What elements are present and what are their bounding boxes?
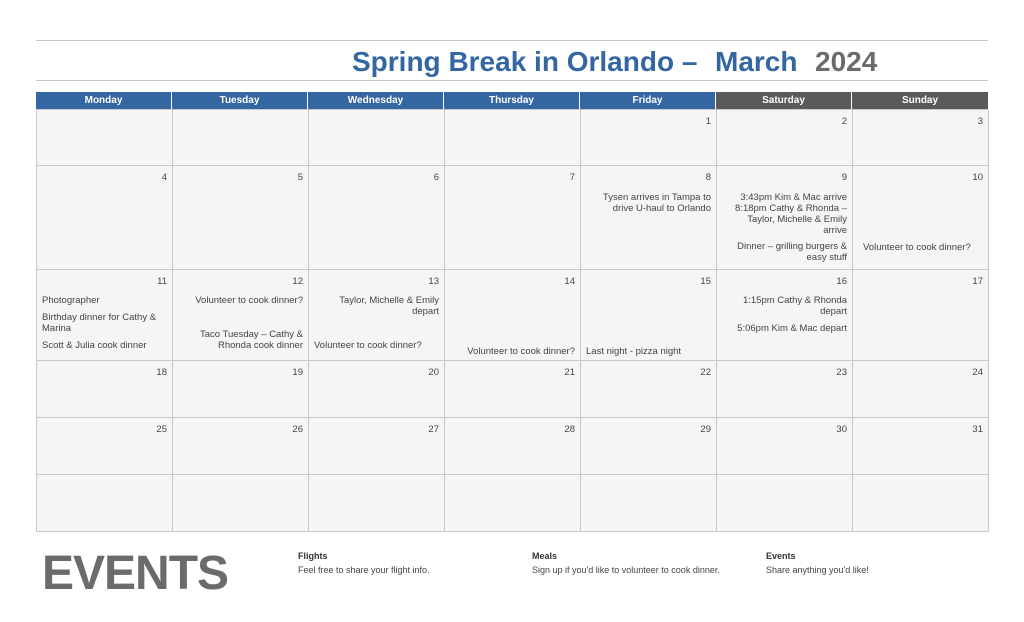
event-text: Last night - pizza night	[586, 346, 682, 357]
day-number: 6	[433, 172, 439, 183]
day-number: 14	[564, 276, 575, 287]
dow-monday: Monday	[36, 92, 172, 109]
day-cell[interactable]	[717, 475, 853, 532]
meals-title: Meals	[532, 551, 558, 561]
event-text: Volunteer to cook dinner?	[863, 242, 971, 253]
day-cell[interactable]	[309, 166, 445, 270]
day-number: 16	[836, 276, 847, 287]
day-cell[interactable]	[445, 361, 581, 418]
title-month: March	[715, 46, 798, 77]
day-number: 12	[292, 276, 303, 287]
day-cell[interactable]	[173, 361, 309, 418]
day-cell[interactable]	[717, 270, 853, 361]
day-number: 20	[428, 367, 439, 378]
day-number: 9	[841, 172, 847, 183]
dow-saturday: Saturday	[716, 92, 852, 109]
day-cell[interactable]	[309, 361, 445, 418]
dow-tuesday: Tuesday	[172, 92, 308, 109]
day-cell[interactable]	[37, 418, 173, 475]
day-number: 23	[836, 367, 847, 378]
day-number: 4	[161, 172, 167, 183]
day-number: 15	[700, 276, 711, 287]
event-text: Dinner – grilling burgers & easy stuff	[737, 241, 847, 263]
day-cell[interactable]	[37, 110, 173, 166]
event-text: Volunteer to cook dinner?	[195, 295, 303, 306]
day-number: 2	[841, 116, 847, 127]
event-text: Volunteer to cook dinner?	[467, 346, 575, 357]
day-cell[interactable]	[173, 166, 309, 270]
event-text: Taco Tuesday – Cathy & Rhonda cook dinner	[200, 329, 303, 351]
day-cell[interactable]	[37, 166, 173, 270]
day-number: 31	[972, 424, 983, 435]
day-cell[interactable]	[173, 270, 309, 361]
day-cell[interactable]	[581, 361, 717, 418]
day-number: 19	[292, 367, 303, 378]
week-row	[37, 166, 988, 270]
day-cell[interactable]	[309, 270, 445, 361]
event-text: Birthday dinner for Cathy & Marina	[42, 312, 157, 334]
event-text: Photographer	[42, 295, 100, 306]
day-number: 30	[836, 424, 847, 435]
day-number: 3	[977, 116, 983, 127]
day-number: 8	[705, 172, 711, 183]
day-number: 24	[972, 367, 983, 378]
day-cell[interactable]	[445, 110, 581, 166]
day-cell[interactable]	[717, 418, 853, 475]
meals-text: Sign up if you'd like to volunteer to cook dinner.	[532, 565, 720, 575]
day-cell[interactable]	[853, 166, 989, 270]
day-cell[interactable]	[717, 110, 853, 166]
day-number: 28	[564, 424, 575, 435]
week-row	[37, 418, 988, 475]
day-cell[interactable]	[853, 270, 989, 361]
meals-info	[532, 551, 720, 575]
dow-sunday: Sunday	[852, 92, 988, 109]
events-info-text: Share anything you'd like!	[766, 565, 869, 575]
dow-thursday: Thursday	[444, 92, 580, 109]
day-cell[interactable]	[37, 270, 173, 361]
event-text: Volunteer to cook dinner?	[314, 340, 422, 351]
day-cell[interactable]	[581, 110, 717, 166]
week-row	[37, 475, 988, 532]
day-number: 17	[972, 276, 983, 287]
day-number: 18	[156, 367, 167, 378]
day-number: 27	[428, 424, 439, 435]
day-cell[interactable]	[581, 166, 717, 270]
title-top-rule	[36, 40, 988, 41]
day-cell[interactable]	[173, 110, 309, 166]
day-cell[interactable]	[445, 475, 581, 532]
day-cell[interactable]	[309, 110, 445, 166]
event-text: Taylor, Michelle & Emily depart	[339, 295, 439, 317]
title-year: 2024	[815, 46, 878, 77]
day-cell[interactable]	[173, 418, 309, 475]
day-cell[interactable]	[717, 361, 853, 418]
flights-info	[298, 551, 430, 575]
day-number: 26	[292, 424, 303, 435]
calendar-title	[36, 44, 988, 80]
flights-title: Flights	[298, 551, 328, 561]
day-cell[interactable]	[445, 418, 581, 475]
day-number: 21	[564, 367, 575, 378]
event-text: 3:43pm Kim & Mac arrive 8:18pm Cathy & Rhonda – Taylor, Michelle & Emily arrive	[735, 192, 847, 236]
day-number: 5	[297, 172, 303, 183]
day-cell[interactable]	[853, 361, 989, 418]
day-number: 10	[972, 172, 983, 183]
day-cell[interactable]	[717, 166, 853, 270]
calendar-grid	[36, 92, 988, 532]
day-cell[interactable]	[853, 475, 989, 532]
event-text: 5:06pm Kim & Mac depart	[737, 323, 847, 334]
title-bottom-rule	[36, 80, 988, 81]
day-number: 25	[156, 424, 167, 435]
week-row	[37, 361, 988, 418]
events-info-title: Events	[766, 551, 796, 561]
day-number: 29	[700, 424, 711, 435]
day-number: 11	[157, 276, 167, 287]
day-number: 1	[705, 116, 711, 127]
day-cell[interactable]	[581, 418, 717, 475]
event-text: 1:15pm Cathy & Rhonda depart	[742, 295, 847, 317]
day-cell[interactable]	[309, 418, 445, 475]
dow-friday: Friday	[580, 92, 716, 109]
title-main: Spring Break in Orlando –	[352, 46, 698, 77]
day-cell[interactable]	[581, 475, 717, 532]
day-cell[interactable]	[445, 270, 581, 361]
day-number: 7	[569, 172, 575, 183]
events-info	[766, 551, 869, 575]
day-cell[interactable]	[445, 166, 581, 270]
day-number: 13	[428, 276, 439, 287]
week-row	[37, 270, 988, 361]
day-cell[interactable]	[853, 418, 989, 475]
events-heading: EVENTS	[42, 547, 229, 600]
flights-text: Feel free to share your flight info.	[298, 565, 430, 575]
day-cell[interactable]	[853, 110, 989, 166]
calendar-weeks	[36, 109, 988, 532]
day-of-week-header	[36, 92, 988, 109]
event-text: Tysen arrives in Tampa to drive U-haul to Orlando	[602, 192, 711, 214]
day-cell[interactable]	[37, 361, 173, 418]
event-text: Scott & Julia cook dinner	[42, 340, 147, 351]
dow-wednesday: Wednesday	[308, 92, 444, 109]
week-row	[37, 110, 988, 166]
day-cell[interactable]	[37, 475, 173, 532]
day-cell[interactable]	[581, 270, 717, 361]
day-cell[interactable]	[309, 475, 445, 532]
day-number: 22	[700, 367, 711, 378]
day-cell[interactable]	[173, 475, 309, 532]
